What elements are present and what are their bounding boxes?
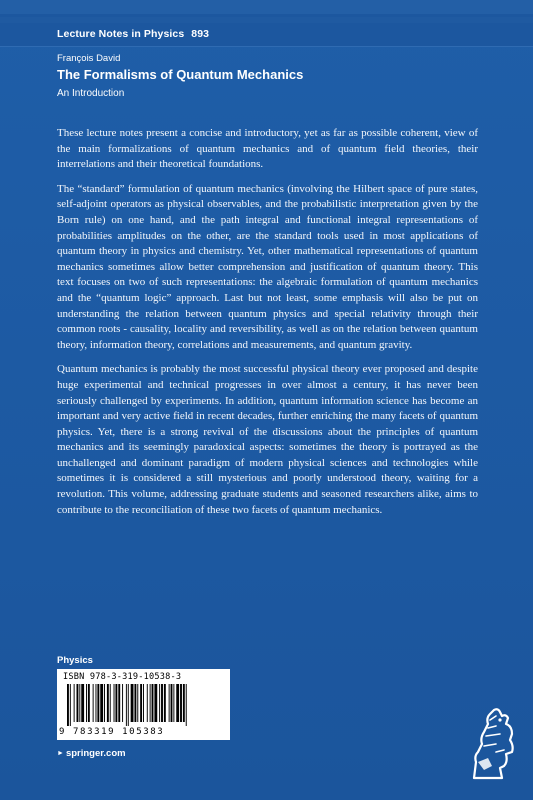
barcode-bar bbox=[171, 684, 173, 722]
blurb-paragraph-3: Quantum mechanics is probably the most successful physical theory ever proposed and despite huge experimental and technical progresses in over almost a century, it has never been seriously challenged by experiments. In addition, quantum information science has become an important and very active field in recent decades, further enriching the many facets of quantum physics. Yet, there is a strong revival of the discussions about the principles of quantum mechanics and its seemingly paradoxical aspects: sometimes the theory is portrayed as the unchallenged and dominant paradigm of modern physical sciences and technologies while sometimes it is considered a still mysterious and poorly understood theory, waiting for a revolution. This volume, addressing graduate students and seasoned researchers alike, aims to contribute to the reconciliation of these two facets of quantum mechanics. bbox=[57, 363, 478, 516]
barcode-bar bbox=[183, 684, 185, 722]
series-name: Lecture Notes in Physics bbox=[57, 28, 185, 40]
barcode-bar bbox=[169, 684, 170, 722]
barcode-bar bbox=[96, 684, 97, 722]
barcode-bar bbox=[131, 684, 134, 722]
barcode-bar bbox=[118, 684, 120, 722]
barcode-bar bbox=[126, 684, 127, 726]
barcode-bar bbox=[67, 684, 69, 726]
barcode-bar bbox=[186, 684, 187, 726]
subject-category: Physics bbox=[57, 655, 93, 666]
blurb-text bbox=[57, 126, 478, 527]
barcode-bar bbox=[154, 684, 157, 722]
book-title: The Formalisms of Quantum Mechanics bbox=[57, 67, 304, 82]
barcode-bar bbox=[161, 684, 163, 722]
barcode-bar bbox=[81, 684, 84, 722]
series-volume: 893 bbox=[191, 28, 210, 40]
barcode-bar bbox=[79, 684, 80, 722]
ean-digits: 9 783319 105383 bbox=[59, 727, 165, 737]
barcode-bar bbox=[159, 684, 160, 722]
barcode-bar bbox=[176, 684, 179, 722]
barcode-bar bbox=[74, 684, 75, 722]
author-name: François David bbox=[57, 53, 121, 64]
barcode-bar bbox=[107, 684, 109, 722]
barcode-bar bbox=[122, 684, 123, 722]
arrow-icon: ► bbox=[57, 750, 64, 757]
barcode-bar bbox=[93, 684, 94, 722]
barcode-bar bbox=[137, 684, 138, 722]
barcode-bar bbox=[134, 684, 136, 722]
barcode-bar bbox=[164, 684, 166, 722]
barcode-bar bbox=[140, 684, 142, 722]
barcode-bar bbox=[110, 684, 111, 722]
barcode-bar bbox=[88, 684, 90, 722]
barcode-bar bbox=[143, 684, 144, 722]
series-title bbox=[57, 28, 209, 40]
barcode-bar bbox=[180, 684, 182, 722]
barcode-bar bbox=[86, 684, 87, 722]
barcode-bar bbox=[147, 684, 148, 722]
blurb-paragraph-1: These lecture notes present a concise and introductory, yet as far as possible coherent, view of the main formalizations of quantum mechanics and of quantum field theories, their interrelations and their theoretical foundations. bbox=[57, 127, 478, 171]
barcode-bar bbox=[128, 684, 129, 726]
barcode-bar bbox=[100, 684, 103, 722]
barcode-bar bbox=[97, 684, 99, 722]
barcode-bar bbox=[150, 684, 151, 722]
website-text: springer.com bbox=[65, 748, 126, 759]
barcode-bar bbox=[114, 684, 115, 722]
barcode-bar bbox=[115, 684, 117, 722]
barcode-bar bbox=[173, 684, 174, 722]
book-subtitle: An Introduction bbox=[57, 88, 125, 99]
barcode-bar bbox=[77, 684, 79, 722]
barcode-bar bbox=[70, 684, 71, 726]
blurb-paragraph-2: The “standard” formulation of quantum mechanics (involving the Hilbert space of pure states, self-adjoint operators as physical observables, and the probabilistic interpretation given by the Born rule) on one hand, and the path integral and functional integral representations of probabilities amplitudes on the other, are the standard tools used in most applications of quantum theory in physics and chemistry. Yet, other mathematical representations of quantum mechanics sometimes allow better comprehension and justification of quantum theory. This text focuses on two of such representations: the algebraic formulation of quantum mechanics and the “quantum logic” approach. Last but not least, some emphasis will also be put on understanding the relation between quantum physics and special relativity through their common roots - causality, locality and reversibility, as well as on the relation between quantum theory, information theory, correlations and measurements, and quantum gravity. bbox=[57, 182, 478, 351]
springer-horse-icon bbox=[466, 706, 520, 781]
barcode-bar bbox=[104, 684, 105, 722]
barcode-bars bbox=[65, 684, 225, 726]
website-link[interactable] bbox=[57, 748, 126, 759]
isbn-barcode bbox=[57, 669, 230, 740]
isbn-label: ISBN 978-3-319-10538-3 bbox=[63, 672, 182, 682]
barcode-bar bbox=[152, 684, 154, 722]
